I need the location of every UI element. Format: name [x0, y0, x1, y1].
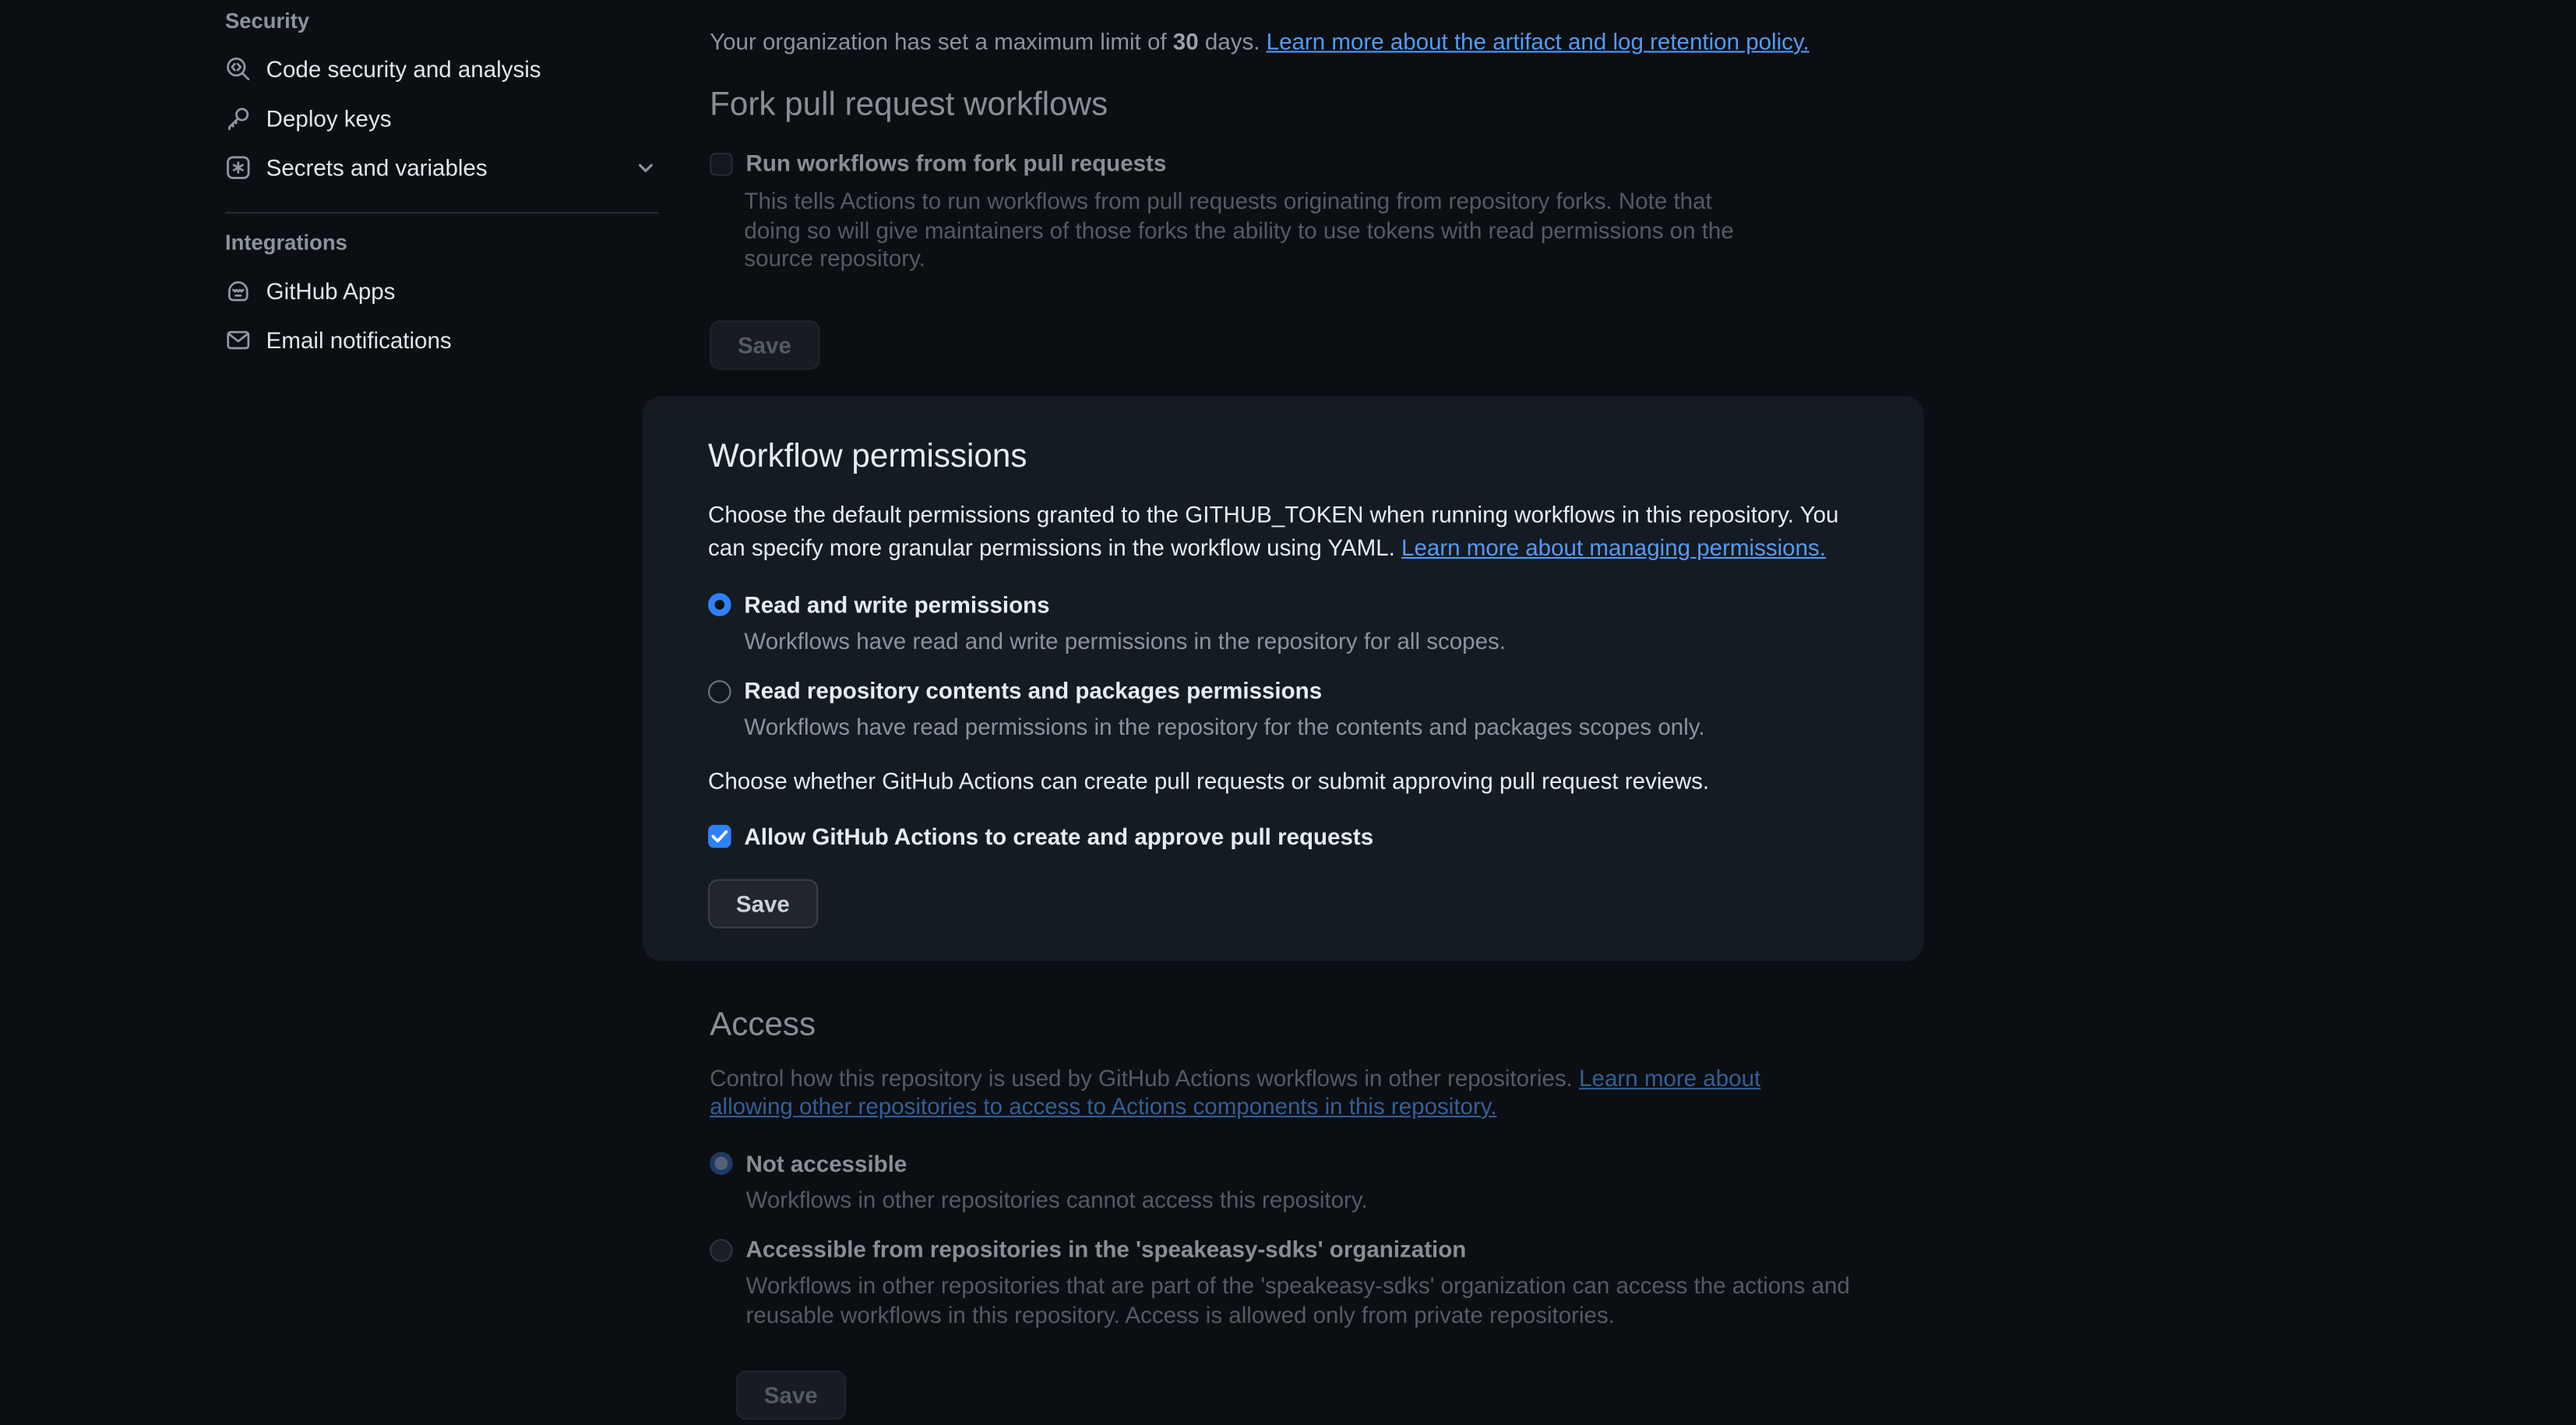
access-learn-more-link[interactable]: Learn more about allowing other repositories to access to Actions components in this repository. — [710, 1063, 1761, 1120]
read-write-radio[interactable] — [708, 593, 731, 616]
read-only-radio-label: Read repository contents and packages permissions — [744, 676, 1323, 704]
not-accessible-radio-description: Workflows in other repositories cannot access this repository. — [745, 1185, 1368, 1212]
sidebar-item-deploy-keys[interactable] — [199, 93, 685, 143]
sidebar-item-label: GitHub Apps — [266, 277, 396, 305]
access-intro-text: Control how this repository is used by GitHub Actions workflows in other repositories. — [710, 1063, 1580, 1091]
workflow-permissions-card — [643, 395, 1924, 961]
read-only-radio[interactable] — [708, 679, 731, 703]
sidebar-item-label: Secrets and variables — [266, 154, 488, 182]
retention-note-suffix: days. — [1198, 27, 1267, 55]
mail-icon — [225, 327, 252, 354]
sidebar-item-label: Code security and analysis — [266, 55, 541, 83]
fork-workflows-heading: Fork pull request workflows — [710, 86, 1108, 124]
sidebar-item-label: Email notifications — [266, 326, 452, 354]
read-only-radio-description: Workflows have read permissions in the repository for the contents and packages scopes only. — [744, 713, 1705, 740]
hubot-icon — [225, 277, 252, 304]
option-accessible-org — [710, 1233, 1924, 1329]
sidebar-item-github-apps[interactable] — [199, 266, 685, 316]
run-workflows-checkbox — [710, 152, 733, 175]
access-heading: Access — [710, 1006, 816, 1043]
check-icon — [711, 830, 728, 843]
accessible-org-radio-label: Accessible from repositories in the 'speakeasy-sdks' organization — [745, 1236, 1467, 1262]
option-read-only — [708, 674, 1858, 742]
allow-actions-pr-checkbox[interactable] — [708, 825, 731, 848]
sidebar-item-label: Deploy keys — [266, 104, 392, 132]
access-save-button: Save — [736, 1370, 846, 1420]
managing-permissions-link[interactable]: Learn more about managing permissions. — [1401, 534, 1827, 561]
retention-days: 30 — [1172, 27, 1199, 55]
allow-actions-pr-checkbox-label: Allow GitHub Actions to create and approve pull requests — [744, 822, 1374, 849]
read-write-radio-description: Workflows have read and write permissions in the repository for all scopes. — [744, 626, 1506, 654]
sidebar-item-code-security[interactable] — [199, 44, 685, 93]
fork-save-button: Save — [710, 319, 819, 369]
main-content — [643, 0, 1924, 1420]
not-accessible-radio — [710, 1152, 733, 1175]
pr-approval-text: Choose whether GitHub Actions can create pull requests or submit approving pull request reviews. — [708, 766, 1710, 793]
workflow-permissions-radio-group — [708, 587, 1858, 742]
run-workflows-description: This tells Actions to run workflows from pull requests originating from repository forks. Note that doing so will give maintainers of those forks the ability to use tokens with read permissions on the source repository. — [744, 187, 1734, 272]
sidebar-divider — [225, 212, 659, 213]
workflow-permissions-heading: Workflow permissions — [708, 438, 1027, 474]
secrets-icon — [225, 154, 252, 181]
workflow-permissions-save-button[interactable]: Save — [708, 878, 818, 927]
settings-sidebar — [199, 0, 685, 365]
option-read-write — [708, 587, 1858, 656]
access-radio-group — [643, 1146, 1924, 1420]
fork-workflows-section — [643, 80, 1924, 369]
read-write-radio-label: Read and write permissions — [744, 591, 1050, 617]
codescan-icon — [225, 56, 252, 83]
accessible-org-radio — [710, 1238, 733, 1261]
retention-policy-link[interactable]: Learn more about the artifact and log retention policy. — [1266, 27, 1810, 55]
workflow-permissions-intro — [708, 497, 1858, 564]
sidebar-section-title-integrations: Integrations — [224, 230, 347, 255]
sidebar-item-secrets-variables[interactable] — [199, 143, 685, 192]
sidebar-section-title-security: Security — [224, 8, 310, 34]
key-icon — [225, 105, 252, 132]
workflow-permissions-intro-text: Choose the default permissions granted to the GITHUB_TOKEN when running workflows in this repository. You can specify more granular permissions in the workflow using YAML. — [708, 500, 1839, 561]
retention-note — [643, 23, 1826, 58]
sidebar-item-email-notifications[interactable] — [199, 316, 685, 365]
accessible-org-radio-description: Workflows in other repositories that are part of the 'speakeasy-sdks' organization can access the actions and reusable workflows in this repository. Access is allowed only from private repositories. — [745, 1272, 1850, 1328]
option-not-accessible — [710, 1146, 1924, 1215]
retention-note-prefix: Your organization has set a maximum limit of — [710, 27, 1173, 55]
run-workflows-checkbox-label: Run workflows from fork pull requests — [745, 149, 1167, 176]
access-section — [643, 1000, 1924, 1420]
access-intro — [643, 1064, 1829, 1122]
not-accessible-radio-label: Not accessible — [745, 1149, 907, 1176]
